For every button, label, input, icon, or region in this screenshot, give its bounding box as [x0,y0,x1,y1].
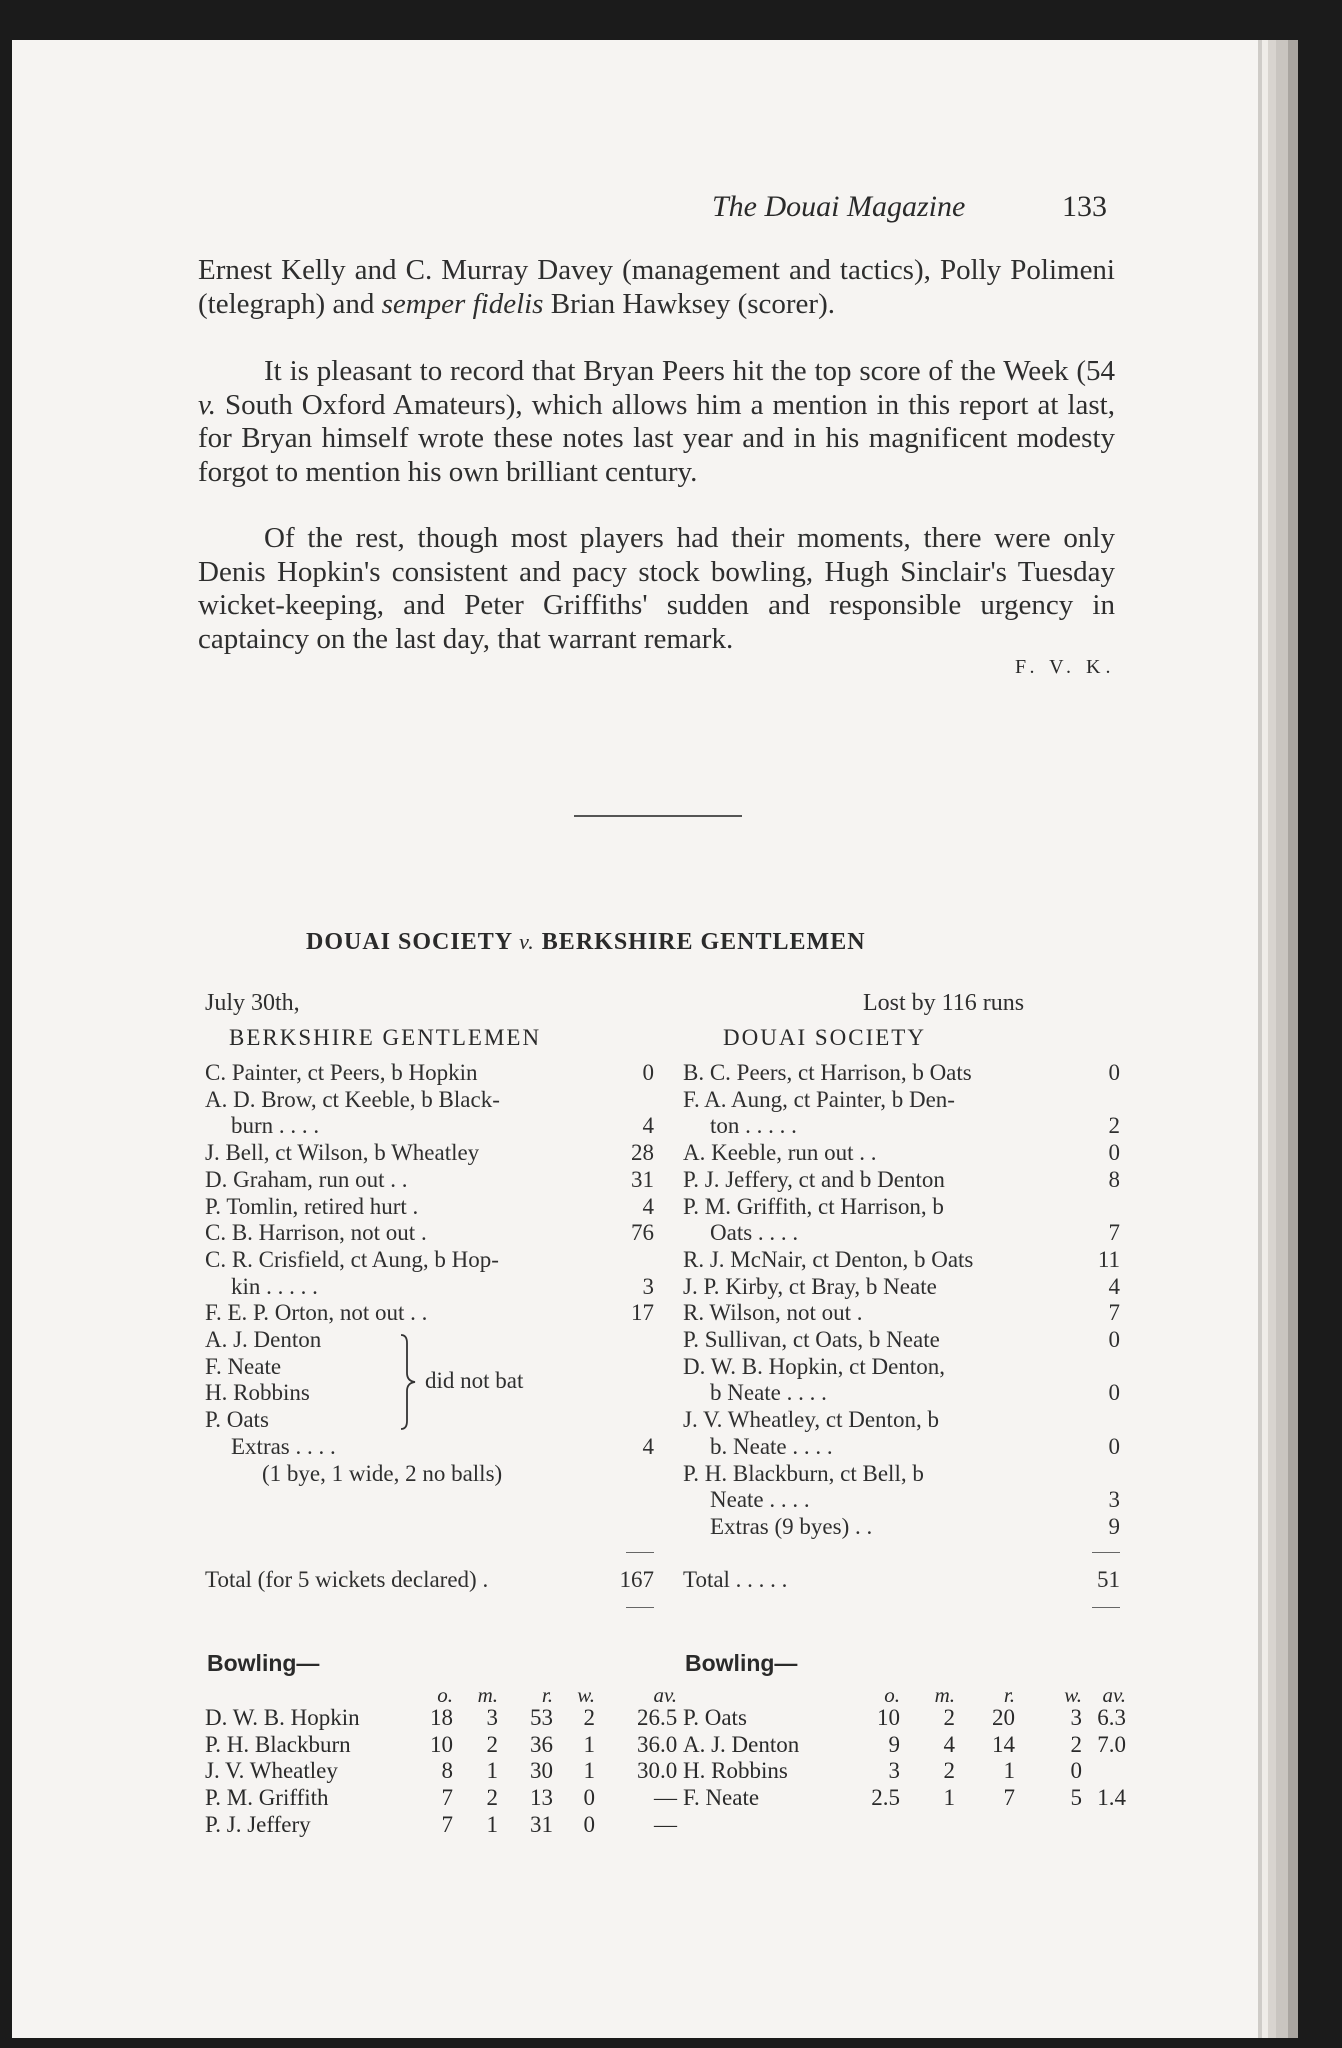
batsman-line: D. Graham, run out . . [205,1166,408,1192]
paragraph-text: Ernest Kelly and C. Murray Davey (management and tactics), Polly Polimeni (telegraph) and semper fidelis Brian Hawksey (scorer). [198,254,1115,320]
bowling-figure: 0 [1070,1758,1082,1784]
bowler-name: F. Neate [683,1785,760,1811]
bowling-figure: 10 [430,1731,453,1757]
page-number: 133 [1062,190,1107,223]
runs-value: 0 [1108,1433,1120,1459]
bowler-name: H. Robbins [683,1758,788,1784]
total-rule [626,1607,654,1608]
bowling-column-header: r. [541,1683,553,1707]
bowling-figure: 30.0 [637,1758,678,1784]
bowling-column-header: av. [653,1683,677,1707]
bowling-figure: 2 [486,1785,498,1811]
match-result: Lost by 116 runs [863,990,1025,1016]
runs-value: 17 [631,1300,654,1326]
total-rule [1092,1607,1120,1608]
author-signature: F. V. K. [1015,656,1116,678]
bowling-figure: 2 [943,1705,955,1730]
batsman-line: J. V. Wheatley, ct Denton, b [683,1407,939,1433]
match-title-left: DOUAI SOCIETY [306,929,513,955]
did-not-bat-note: did not bat [425,1368,524,1393]
runs-value: 4 [642,1113,654,1139]
bowling-column-header: av. [1102,1683,1126,1707]
batsman-line: C. Painter, ct Peers, b Hopkin [205,1060,478,1085]
bowling-figure: — [654,1811,677,1837]
batsman-line: A. D. Brow, ct Keeble, b Black- [205,1086,500,1112]
match-title-right: BERKSHIRE GENTLEMEN [541,929,866,955]
bowler-name: P. H. Blackburn [205,1731,351,1757]
runs-value: 31 [631,1166,654,1192]
bowling-figure: — [654,1785,677,1811]
running-header-title: The Douai Magazine [712,190,966,223]
bowling-figure: 3 [1070,1705,1082,1730]
batsman-line: ton . . . . . [710,1113,797,1139]
batsman-line: P. J. Jeffery, ct and b Denton [683,1166,945,1192]
bowling-figure: 30 [530,1758,553,1784]
batsman-line: burn . . . . [231,1113,320,1139]
left-total-label: Total (for 5 wickets declared) . [205,1567,489,1592]
bowling-column-header: m. [477,1683,498,1707]
bowling-figure: 0 [583,1811,595,1837]
bowling-heading-left: Bowling— [207,1650,320,1676]
batsman-line: C. R. Crisfield, ct Aung, b Hop- [205,1246,499,1272]
right-team-name: DOUAI SOCIETY [723,1025,926,1050]
bowling-figure: 31 [530,1811,553,1837]
bowling-column-header: w. [1064,1683,1082,1707]
runs-value: 2 [1108,1113,1120,1139]
bracket [395,1333,419,1431]
bowling-figure: 1 [1003,1758,1015,1784]
batsman-line: R. J. McNair, ct Denton, b Oats [683,1246,974,1272]
bowling-figure: 7 [441,1785,453,1811]
batsman-line: Extras . . . . [231,1433,336,1459]
runs-value: 7 [1108,1220,1120,1246]
right-total-value: 51 [1097,1567,1120,1592]
bowling-figure: 7 [1003,1785,1015,1811]
bowling-figure: 2 [486,1731,498,1757]
bowling-figure: 2 [1070,1731,1082,1757]
bowling-figure: 7 [441,1811,453,1837]
bowling-figure: 9 [888,1731,900,1757]
bowling-figure: 14 [992,1731,1015,1757]
batsman-line: F. Neate [205,1353,282,1379]
total-rule [1092,1552,1120,1553]
bowling-figure: 13 [530,1785,553,1811]
bowling-figure: 3 [486,1705,498,1730]
bowling-figure: 2.5 [871,1785,900,1811]
batsman-line: R. Wilson, not out . [683,1300,863,1326]
batsman-line: B. C. Peers, ct Harrison, b Oats [683,1060,972,1085]
runs-value: 4 [642,1433,654,1459]
batsman-line: F. E. P. Orton, not out . . [205,1300,428,1326]
bowling-figure: 1 [486,1758,498,1784]
runs-value: 0 [1108,1327,1120,1352]
bowling-figure: 4 [943,1731,955,1757]
bowler-name: A. J. Denton [683,1731,800,1757]
bowling-figure: 18 [430,1705,453,1730]
section-divider [574,815,742,817]
runs-value: 76 [631,1220,654,1246]
match-date: July 30th, [205,990,300,1016]
total-rule [626,1552,654,1553]
batsman-line: P. Oats [205,1407,269,1433]
page-edge [1288,40,1298,2038]
bowler-name: D. W. B. Hopkin [205,1705,360,1730]
bowling-column-header: r. [1003,1683,1015,1707]
bowler-name: P. J. Jeffery [205,1811,311,1837]
batsman-line: P. Sullivan, ct Oats, b Neate [683,1327,940,1352]
batsman-line: A. Keeble, run out . . [683,1140,877,1166]
bowling-figure: 6.3 [1097,1705,1126,1730]
paragraph-text: It is pleasant to record that Bryan Peers hit the top score of the Week (54 v. South Oxford Amateurs), which allows him a mention in this report at last, for Bryan himself wrote these notes last year and in his magnificent modesty forgot to mention his own brilliant century. [198,355,1115,488]
bowling-figure: 3 [888,1758,900,1784]
runs-value: 0 [1108,1060,1120,1085]
runs-value: 7 [1108,1300,1120,1326]
batsman-line: P. H. Blackburn, ct Bell, b [683,1460,924,1486]
paragraph-text: Of the rest, though most players had their moments, there were only Denis Hopkin's consistent and pacy stock bowling, Hugh Sinclair's Tuesday wicket-keeping, and Peter Griffiths' sudden and responsible urgency in captaincy on the last day, that warrant remark. [198,522,1115,655]
bowling-figure: 1 [943,1785,955,1811]
bowling-figure: 20 [992,1705,1015,1730]
page-edge [1276,40,1288,2038]
bowling-figure: 10 [877,1705,900,1730]
batsman-line: J. P. Kirby, ct Bray, b Neate [683,1273,937,1299]
batsman-line: b Neate . . . . [710,1380,827,1406]
batsman-line: Extras (9 byes) . . [710,1513,873,1539]
bowling-column-header: m. [934,1683,955,1707]
bowling-column-header: o. [884,1683,900,1707]
batsman-line: P. Tomlin, retired hurt . [205,1193,419,1219]
bowling-figure: 5 [1070,1785,1082,1811]
batsman-line: C. B. Harrison, not out . [205,1220,427,1246]
bowling-figure: 8 [441,1758,453,1784]
bowling-figure: 26.5 [637,1705,678,1730]
bowling-figure: 0 [583,1785,595,1811]
runs-value: 0 [642,1060,654,1085]
bowling-figure: 36 [530,1731,553,1757]
batsman-line: Oats . . . . [710,1220,799,1246]
bowler-name: J. V. Wheatley [205,1758,338,1784]
batsman-line: (1 bye, 1 wide, 2 no balls) [262,1460,503,1486]
runs-value: 0 [1108,1140,1120,1166]
runs-value: 28 [631,1140,654,1166]
batsman-line: kin . . . . . [231,1273,318,1299]
batsman-line: H. Robbins [205,1380,310,1406]
bowling-figure: 2 [943,1758,955,1784]
paragraph [198,355,1115,489]
paragraph [198,254,1115,321]
bowling-figure: 1 [583,1758,595,1784]
bowling-figure: 2 [583,1705,595,1730]
batsman-line: F. A. Aung, ct Painter, b Den- [683,1086,955,1112]
runs-value: 3 [642,1273,654,1299]
bowling-figure: 1.4 [1097,1785,1126,1811]
batsman-line: P. M. Griffith, ct Harrison, b [683,1193,944,1219]
bowling-figure: 7.0 [1097,1731,1126,1757]
batsman-line: J. Bell, ct Wilson, b Wheatley [205,1140,480,1166]
bowling-figure: 1 [583,1731,595,1757]
batsman-line: Neate . . . . [710,1487,810,1513]
right-total-label: Total . . . . . [683,1567,788,1592]
bowling-figure: 1 [486,1811,498,1837]
batsman-line: D. W. B. Hopkin, ct Denton, [683,1353,945,1379]
left-team-name: BERKSHIRE GENTLEMEN [229,1025,542,1050]
runs-value: 3 [1108,1487,1120,1513]
match-title [306,929,866,956]
runs-value: 8 [1108,1166,1120,1192]
runs-value: 0 [1108,1380,1120,1406]
page-edge [1268,40,1276,2038]
bowling-column-header: o. [437,1683,453,1707]
bowler-name: P. Oats [683,1705,747,1730]
paragraph [198,522,1115,656]
runs-value: 4 [1108,1273,1120,1299]
bowling-column-header: w. [577,1683,595,1707]
left-total-value: 167 [619,1567,654,1592]
runs-value: 9 [1108,1513,1120,1539]
bowler-name: P. M. Griffith [205,1785,329,1811]
batsman-line: A. J. Denton [205,1327,322,1352]
runs-value: 11 [1097,1246,1120,1272]
bowling-figure: 53 [530,1705,553,1730]
batsman-line: b. Neate . . . . [710,1433,833,1459]
bowling-figure: 36.0 [637,1731,678,1757]
runs-value: 4 [642,1193,654,1219]
bowling-heading-right: Bowling— [685,1650,798,1676]
match-title-v: v. [519,929,535,954]
